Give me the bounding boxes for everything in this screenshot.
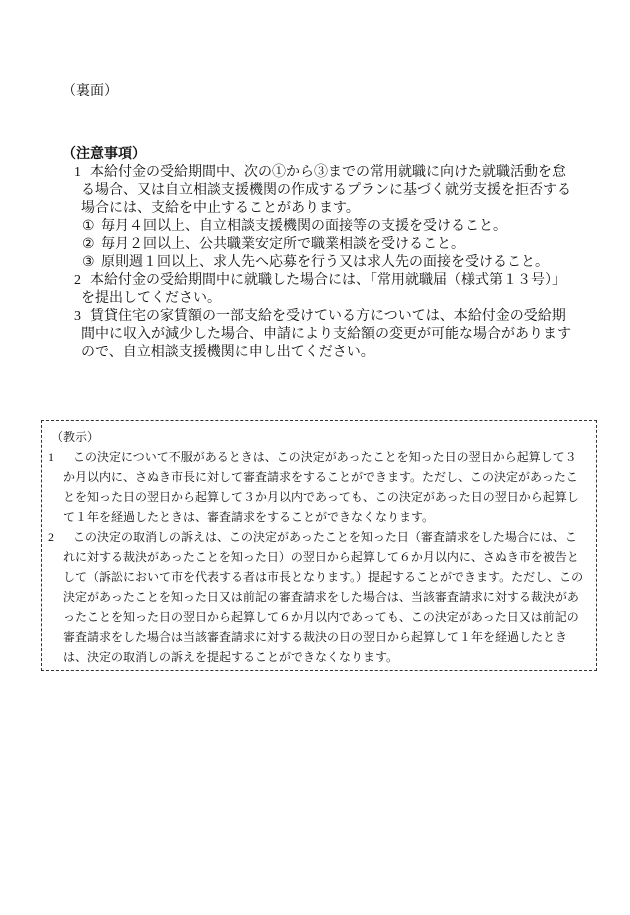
instruction-item-2-text: この決定の取消しの訴えは、この決定があったことを知った日（審査請求をした場合には、これに対する裁決があったことを知った日）の翌日から起算して６か月以内に、さぬき市を被告として（訴訟において市を代表する者は市長となります。）提起することができます。ただし、この決定があったことを知った日又は前記の審査請求をした場合は、当該審査請求に対する裁決があったことを知った日の翌日から起算して６か月以内であっても、この決定があった日又は前記の審査請求をした場合は当該審査請求に対する裁決の日の翌日から起算して１年を経過したときは、決定の取消しの訴えを提起することができなくなります。	[63, 530, 584, 664]
note-item-1-number: 1	[74, 165, 81, 180]
note-item-3-number: 3	[74, 309, 81, 324]
note-subitem-1-text: 毎月４回以上、自立相談支援機関の面接等の支援を受けること。	[101, 219, 507, 234]
note-subitem-1-number: ①	[82, 219, 95, 234]
note-item-1-text: 本給付金の受給期間中、次の①から③までの常用就職に向けた就職活動を怠る場合、又は自立相談支援機関の作成するプランに基づく就労支援を拒否する場合には、支給を中止することがあります。	[81, 165, 571, 216]
note-subitem-2	[82, 236, 576, 254]
note-subitem-3-number: ③	[82, 255, 95, 270]
note-item-3	[74, 308, 576, 362]
instruction-item-1	[48, 447, 585, 527]
notes-heading: （注意事項）	[62, 147, 146, 162]
note-subitem-3	[82, 254, 576, 272]
notes-section	[0, 146, 630, 362]
note-subitem-2-number: ②	[82, 237, 95, 252]
instruction-item-2	[48, 527, 585, 667]
note-item-2-text: 本給付金の受給期間中に就職した場合には、「常用就職届（様式第１３号）」を提出してください。	[81, 273, 566, 306]
note-subitem-2-text: 毎月２回以上、公共職業安定所で職業相談を受けること。	[101, 237, 465, 252]
note-item-2-number: 2	[74, 273, 81, 288]
note-item-3-text: 賃貸住宅の家賃額の一部支給を受けている方については、本給付金の受給期間中に収入が減少した場合、申請により支給額の変更が可能な場合がありますので、自立相談支援機関に申し出てください。	[81, 309, 571, 360]
instruction-item-2-number: 2	[48, 530, 54, 544]
instruction-box	[41, 420, 597, 671]
note-subitem-3-text: 原則週１回以上、求人先へ応募を行う又は求人先の面接を受けること。	[101, 255, 549, 270]
note-subitem-1	[82, 218, 576, 236]
note-item-1	[74, 164, 576, 218]
back-side-label: （裏面）	[62, 84, 118, 99]
instruction-box-heading: （教示）	[51, 430, 100, 444]
instruction-item-1-text: この決定について不服があるときは、この決定があったことを知った日の翌日から起算して３か月以内に、さぬき市長に対して審査請求をすることができます。ただし、この決定があったことを知った日の翌日から起算して３か月以内であっても、この決定があった日の翌日から起算して１年を経過したときは、審査請求をすることができなくなります。	[63, 450, 579, 524]
note-item-2	[74, 272, 576, 308]
instruction-item-1-number: 1	[48, 450, 54, 464]
